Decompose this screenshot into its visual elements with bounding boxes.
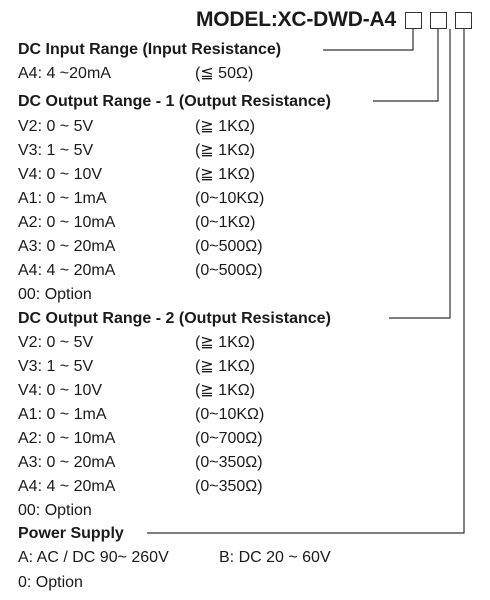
row-label: 00: Option: [18, 286, 92, 303]
row-label: A2: 0 ~ 10mA: [18, 430, 116, 447]
row-value: (0~700Ω): [195, 430, 263, 447]
output-range-2-heading: DC Output Range - 2 (Output Resistance): [18, 310, 331, 327]
model-title: MODEL:XC-DWD-A4: [196, 8, 396, 31]
row-value: (≧ 1KΩ): [195, 334, 256, 351]
row-value: (0~500Ω): [195, 238, 263, 255]
row-label: A1: 0 ~ 1mA: [18, 190, 107, 207]
row-value: (0~10KΩ): [195, 406, 265, 423]
row-label: V2: 0 ~ 5V: [18, 334, 94, 351]
row-value: (0~350Ω): [195, 454, 263, 471]
output-range-1-heading: DC Output Range - 1 (Output Resistance): [18, 93, 331, 110]
row-value: (≦ 50Ω): [195, 65, 254, 82]
row-label: V4: 0 ~ 10V: [18, 166, 103, 183]
row-label: A3: 0 ~ 20mA: [18, 238, 116, 255]
code-box-2: [430, 12, 447, 29]
connector-output-1: [373, 29, 438, 101]
row-value: (≧ 1KΩ): [195, 118, 256, 135]
power-supply-row-ab: [18, 546, 331, 570]
row-label: A4: 4 ~ 20mA: [18, 262, 116, 279]
row-label: A3: 0 ~ 20mA: [18, 454, 116, 471]
row-label: V4: 0 ~ 10V: [18, 382, 103, 399]
code-box-1: [405, 12, 422, 29]
row-label: V2: 0 ~ 5V: [18, 118, 94, 135]
row-value: (0~10KΩ): [195, 190, 265, 207]
row-label: 00: Option: [18, 502, 92, 519]
row-value: (0~1KΩ): [195, 214, 256, 231]
power-supply-option-a: A: AC / DC 90~ 260V: [18, 549, 169, 566]
power-supply-row-0: [18, 571, 83, 595]
row-label: V3: 1 ~ 5V: [18, 358, 94, 375]
row-value: (≧ 1KΩ): [195, 166, 256, 183]
row-value: (≧ 1KΩ): [195, 142, 256, 159]
row-label: A4: 4 ~20mA: [18, 65, 111, 82]
power-supply-heading: Power Supply: [18, 525, 124, 542]
input-range-heading: DC Input Range (Input Resistance): [18, 41, 282, 58]
row-value: (0~350Ω): [195, 478, 263, 495]
power-supply-option-0: 0: Option: [18, 574, 83, 591]
row-label: A1: 0 ~ 1mA: [18, 406, 107, 423]
power-supply-option-b: B: DC 20 ~ 60V: [219, 549, 331, 566]
row-label: V3: 1 ~ 5V: [18, 142, 94, 159]
row-value: (≧ 1KΩ): [195, 358, 256, 375]
row-label: A2: 0 ~ 10mA: [18, 214, 116, 231]
connector-output-2: [389, 29, 450, 318]
code-box-3: [455, 12, 472, 29]
row-label: A4: 4 ~ 20mA: [18, 478, 116, 495]
row-value: (≧ 1KΩ): [195, 382, 256, 399]
row-value: (0~500Ω): [195, 262, 263, 279]
